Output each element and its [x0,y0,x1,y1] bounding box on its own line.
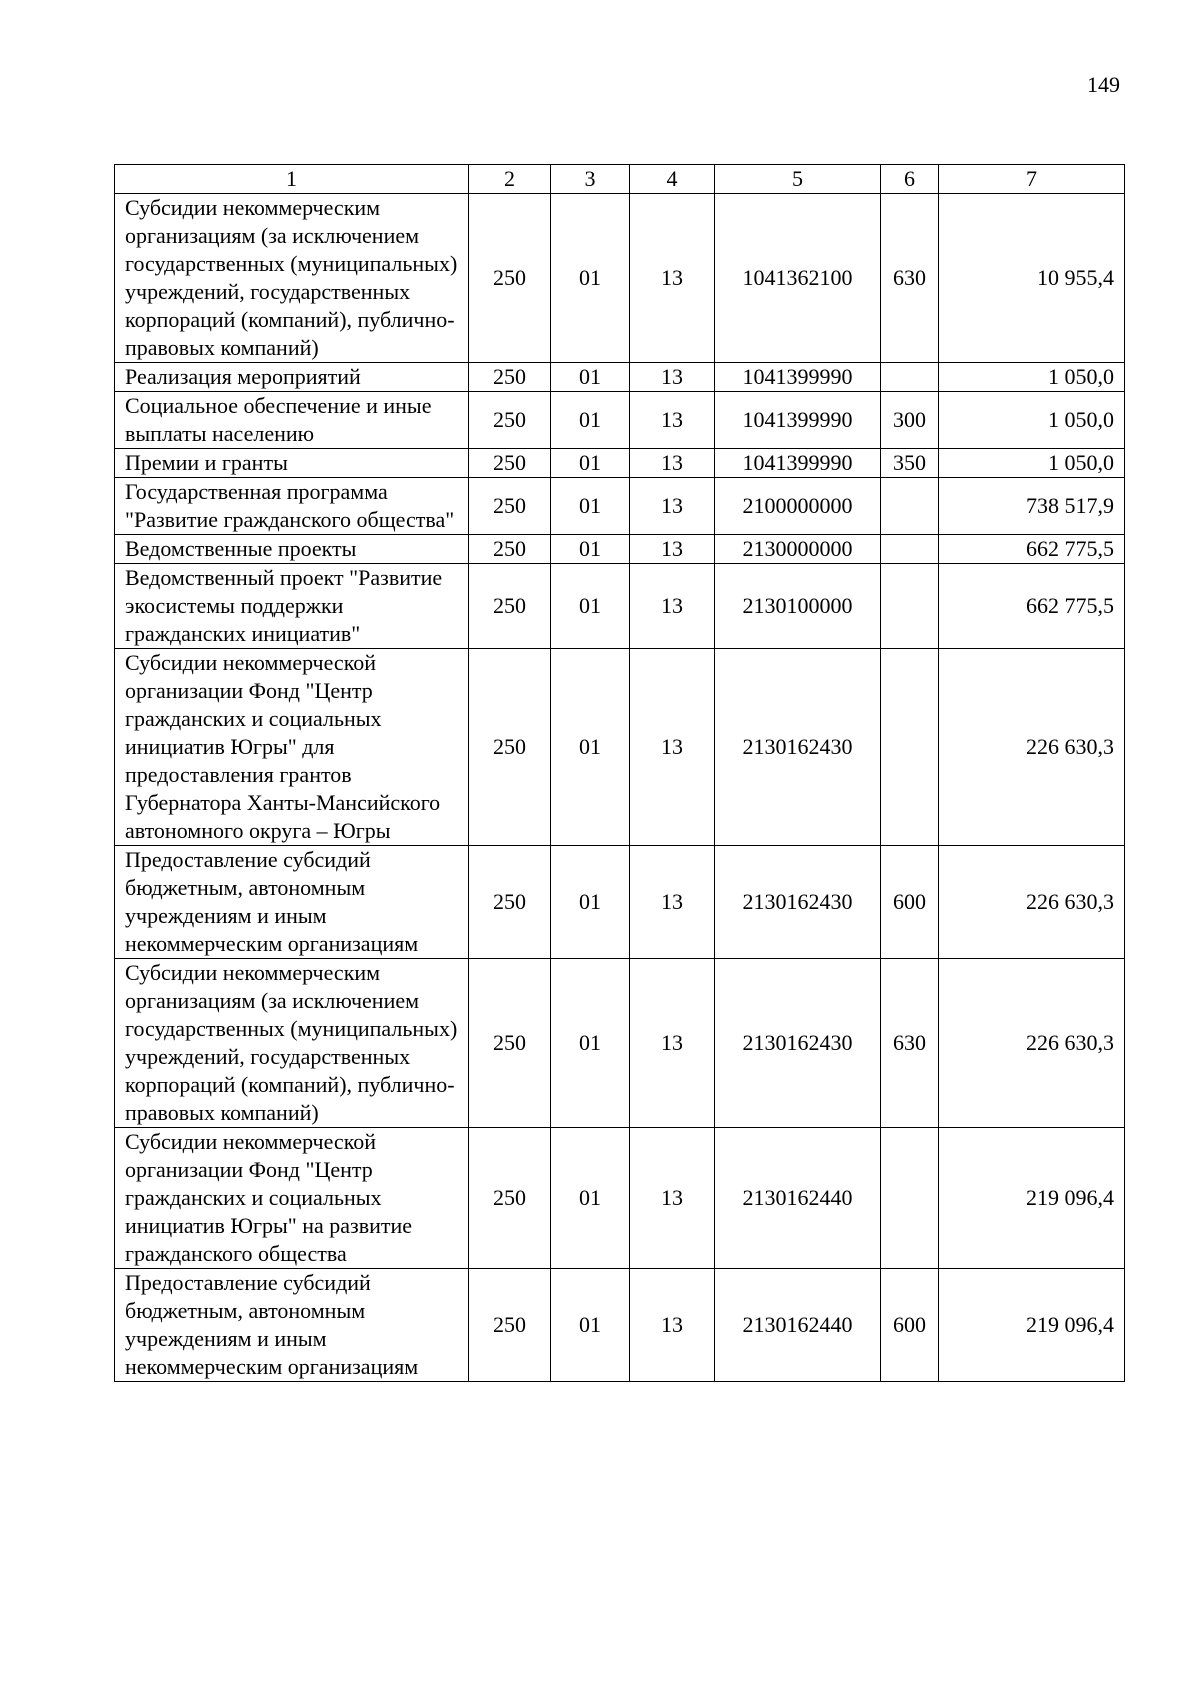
section-cell: 01 [551,449,630,478]
target-article-cell: 2130162440 [715,1128,881,1269]
admin-code-cell: 250 [469,649,551,846]
target-article-cell: 1041362100 [715,194,881,363]
admin-code-cell: 250 [469,449,551,478]
subsection-cell: 13 [630,363,715,392]
amount-cell: 226 630,3 [939,649,1125,846]
admin-code-cell: 250 [469,959,551,1128]
row-name-cell: Ведомственный проект "Развитие экосистемы поддержки гражданских инициатив" [115,564,469,649]
target-article-cell: 1041399990 [715,363,881,392]
subsection-cell: 13 [630,535,715,564]
table-row [115,535,1125,564]
section-cell: 01 [551,194,630,363]
expense-type-cell: 600 [881,1269,939,1382]
amount-cell: 662 775,5 [939,535,1125,564]
subsection-cell: 13 [630,649,715,846]
table-row [115,564,1125,649]
row-name-cell: Субсидии некоммерческой организации Фонд "Центр гражданских и социальных инициатив Югры" для предоставления грантов Губернатора Ханты-Мансийского автономного округа – Югры [115,649,469,846]
admin-code-cell: 250 [469,1128,551,1269]
admin-code-cell: 250 [469,194,551,363]
amount-cell: 10 955,4 [939,194,1125,363]
section-cell: 01 [551,649,630,846]
column-header: 7 [939,165,1125,194]
subsection-cell: 13 [630,194,715,363]
table-body [115,194,1125,1382]
table-row [115,649,1125,846]
amount-cell: 226 630,3 [939,846,1125,959]
column-header: 4 [630,165,715,194]
amount-cell: 226 630,3 [939,959,1125,1128]
row-name-cell: Государственная программа "Развитие гражданского общества" [115,478,469,535]
subsection-cell: 13 [630,846,715,959]
table-row [115,194,1125,363]
amount-cell: 662 775,5 [939,564,1125,649]
admin-code-cell: 250 [469,535,551,564]
table-row [115,959,1125,1128]
table-row [115,363,1125,392]
column-header: 1 [115,165,469,194]
subsection-cell: 13 [630,449,715,478]
expense-type-cell [881,649,939,846]
subsection-cell: 13 [630,959,715,1128]
section-cell: 01 [551,564,630,649]
section-cell: 01 [551,535,630,564]
table-row [115,1269,1125,1382]
row-name-cell: Субсидии некоммерческой организации Фонд "Центр гражданских и социальных инициатив Югры" на развитие гражданского общества [115,1128,469,1269]
column-header: 2 [469,165,551,194]
admin-code-cell: 250 [469,392,551,449]
admin-code-cell: 250 [469,564,551,649]
target-article-cell: 2100000000 [715,478,881,535]
amount-cell: 738 517,9 [939,478,1125,535]
table-row [115,846,1125,959]
expense-type-cell: 630 [881,194,939,363]
expense-type-cell [881,535,939,564]
table-row [115,392,1125,449]
admin-code-cell: 250 [469,1269,551,1382]
expense-type-cell [881,564,939,649]
table-row [115,1128,1125,1269]
budget-table [114,164,1125,1382]
expense-type-cell: 600 [881,846,939,959]
row-name-cell: Ведомственные проекты [115,535,469,564]
admin-code-cell: 250 [469,846,551,959]
subsection-cell: 13 [630,564,715,649]
expense-type-cell [881,478,939,535]
amount-cell: 219 096,4 [939,1128,1125,1269]
expense-type-cell: 630 [881,959,939,1128]
subsection-cell: 13 [630,478,715,535]
row-name-cell: Предоставление субсидий бюджетным, автономным учреждениям и иным некоммерческим организациям [115,1269,469,1382]
target-article-cell: 2130100000 [715,564,881,649]
table-row [115,449,1125,478]
amount-cell: 1 050,0 [939,449,1125,478]
amount-cell: 1 050,0 [939,363,1125,392]
expense-type-cell: 300 [881,392,939,449]
admin-code-cell: 250 [469,478,551,535]
target-article-cell: 1041399990 [715,449,881,478]
amount-cell: 1 050,0 [939,392,1125,449]
expense-type-cell: 350 [881,449,939,478]
section-cell: 01 [551,959,630,1128]
row-name-cell: Субсидии некоммерческим организациям (за исключением государственных (муниципальных) учреждений, государственных корпораций (компаний), публично-правовых компаний) [115,959,469,1128]
column-header: 6 [881,165,939,194]
target-article-cell: 2130162440 [715,1269,881,1382]
amount-cell: 219 096,4 [939,1269,1125,1382]
target-article-cell: 2130000000 [715,535,881,564]
column-header: 3 [551,165,630,194]
column-header: 5 [715,165,881,194]
row-name-cell: Премии и гранты [115,449,469,478]
section-cell: 01 [551,846,630,959]
row-name-cell: Реализация мероприятий [115,363,469,392]
section-cell: 01 [551,1269,630,1382]
expense-type-cell [881,1128,939,1269]
target-article-cell: 2130162430 [715,959,881,1128]
subsection-cell: 13 [630,1269,715,1382]
page-number: 149 [1087,72,1120,97]
row-name-cell: Субсидии некоммерческим организациям (за исключением государственных (муниципальных) учреждений, государственных корпораций (компаний), публично-правовых компаний) [115,194,469,363]
target-article-cell: 2130162430 [715,649,881,846]
table-row [115,478,1125,535]
subsection-cell: 13 [630,392,715,449]
section-cell: 01 [551,478,630,535]
section-cell: 01 [551,363,630,392]
target-article-cell: 1041399990 [715,392,881,449]
expense-type-cell [881,363,939,392]
admin-code-cell: 250 [469,363,551,392]
section-cell: 01 [551,1128,630,1269]
target-article-cell: 2130162430 [715,846,881,959]
subsection-cell: 13 [630,1128,715,1269]
table-header-row [115,165,1125,194]
row-name-cell: Социальное обеспечение и иные выплаты населению [115,392,469,449]
section-cell: 01 [551,392,630,449]
row-name-cell: Предоставление субсидий бюджетным, автономным учреждениям и иным некоммерческим организациям [115,846,469,959]
